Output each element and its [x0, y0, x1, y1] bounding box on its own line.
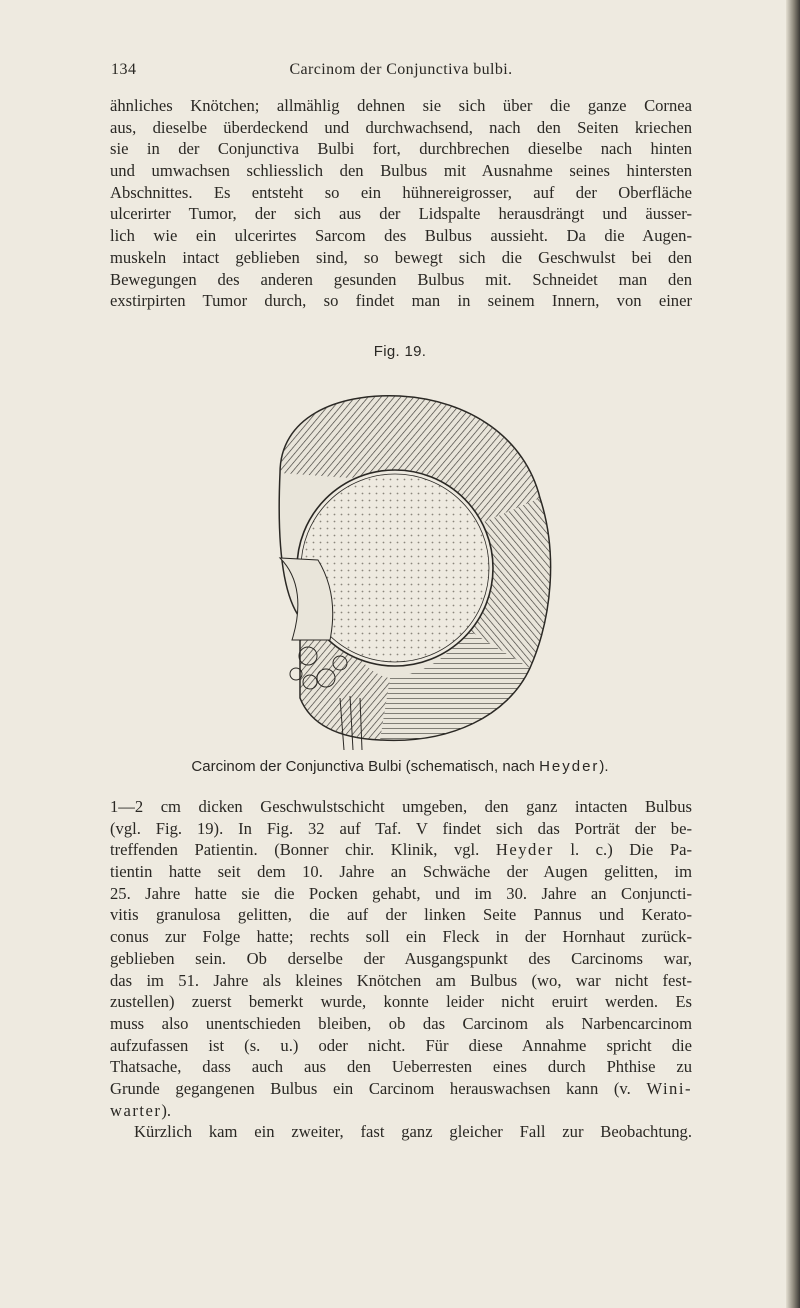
text-line: muss also unentschieden bleiben, ob das Carcinom als Narbencarcinom [110, 1013, 692, 1033]
text-line [110, 839, 692, 861]
figure-label: Fig. 19. [373, 343, 427, 360]
text-line: lich wie ein ulcerirtes Sarcom des Bulbus aussieht. Da die Augen- [110, 226, 692, 246]
book-spine-edge [786, 0, 800, 1308]
text-fragment: ). [161, 1100, 172, 1120]
text-line: Kürzlich kam ein zweiter, fast ganz gleicher Fall zur Beobachtung. [134, 1122, 692, 1142]
text-line [110, 1078, 692, 1100]
text-line: conus zur Folge hatte; rechts soll ein Fleck in der Hornhaut zurück- [110, 927, 692, 947]
page-header [111, 61, 691, 85]
text-line: das im 51. Jahre als kleines Knötchen am Bulbus (wo, war nicht fest- [110, 970, 692, 990]
text-line: (vgl. Fig. 19). In Fig. 32 auf Taf. V findet sich das Porträt der be- [110, 818, 692, 838]
text-line: exstirpirten Tumor durch, so findet man in seinem Innern, von einer [110, 291, 692, 311]
text-line: aufzufassen ist (s. u.) oder nicht. Für diese Annahme spricht die [110, 1035, 692, 1055]
text-line: und umwachsen schliesslich den Bulbus mit Ausnahme seines hintersten [110, 161, 692, 181]
text-fragment: l. c.) Die Pa- [570, 840, 692, 860]
text-line: aus, dieselbe überdeckend und durchwachsend, nach den Seiten kriechen [110, 117, 692, 137]
text-line: tientin hatte seit dem 10. Jahre an Schwäche der Augen gelitten, im [110, 862, 692, 882]
running-title: Carcinom der Conjunctiva bulbi. [289, 61, 513, 78]
text-line: muskeln intact geblieben sind, so bewegt sich die Geschwulst bei den [110, 247, 692, 267]
caption-end: ). [599, 758, 609, 775]
text-line: vitis granulosa gelitten, die auf der linken Seite Pannus und Kerato- [110, 905, 692, 925]
text-fragment: treffenden Patientin. (Bonner chir. Klinik, vgl. [110, 840, 480, 860]
text-line [110, 1100, 692, 1122]
caption-author: Heyder [539, 758, 600, 775]
text-line: zustellen) zuerst bemerkt wurde, konnte leider nicht eruirt werden. Es [110, 992, 692, 1012]
author-name: Wini- [646, 1078, 692, 1098]
text-line: ähnliches Knötchen; allmählig dehnen sie sich über die ganze Cornea [110, 96, 692, 115]
text-line: Bewegungen des anderen gesunden Bulbus mit. Schneidet man den [110, 269, 692, 289]
text-line: 25. Jahre hatte sie die Pocken gehabt, und im 30. Jahre an Conjuncti- [110, 883, 692, 903]
text-line: Thatsache, dass auch aus den Ueberresten eines durch Phthise zu [110, 1057, 692, 1077]
text-fragment: Grunde gegangenen Bulbus ein Carcinom herauswachsen kann (v. [110, 1078, 631, 1098]
paragraph-bottom [110, 796, 692, 1143]
figure-illustration [240, 378, 570, 750]
paragraph-top [110, 95, 692, 312]
text-line: geblieben sein. Ob derselbe der Ausgangspunkt des Carcinoms war, [110, 948, 692, 968]
text-line: Abschnittes. Es entsteht so ein hühnereigrosser, auf der Oberfläche [110, 182, 692, 202]
text-line: ulcerirter Tumor, der sich aus der Lidspalte herausdrängt und äusser- [110, 204, 692, 224]
page-number: 134 [111, 61, 137, 78]
text-line: sie in der Conjunctiva Bulbi fort, durchbrechen dieselbe nach hinten [110, 139, 692, 159]
figure-caption [0, 758, 800, 775]
caption-text: Carcinom der Conjunctiva Bulbi (schematisch, nach [191, 758, 540, 775]
text-line: 1—2 cm dicken Geschwulstschicht umgeben, den ganz intacten Bulbus [110, 797, 692, 816]
author-name: Heyder [495, 840, 554, 860]
author-name: warter [110, 1100, 162, 1120]
